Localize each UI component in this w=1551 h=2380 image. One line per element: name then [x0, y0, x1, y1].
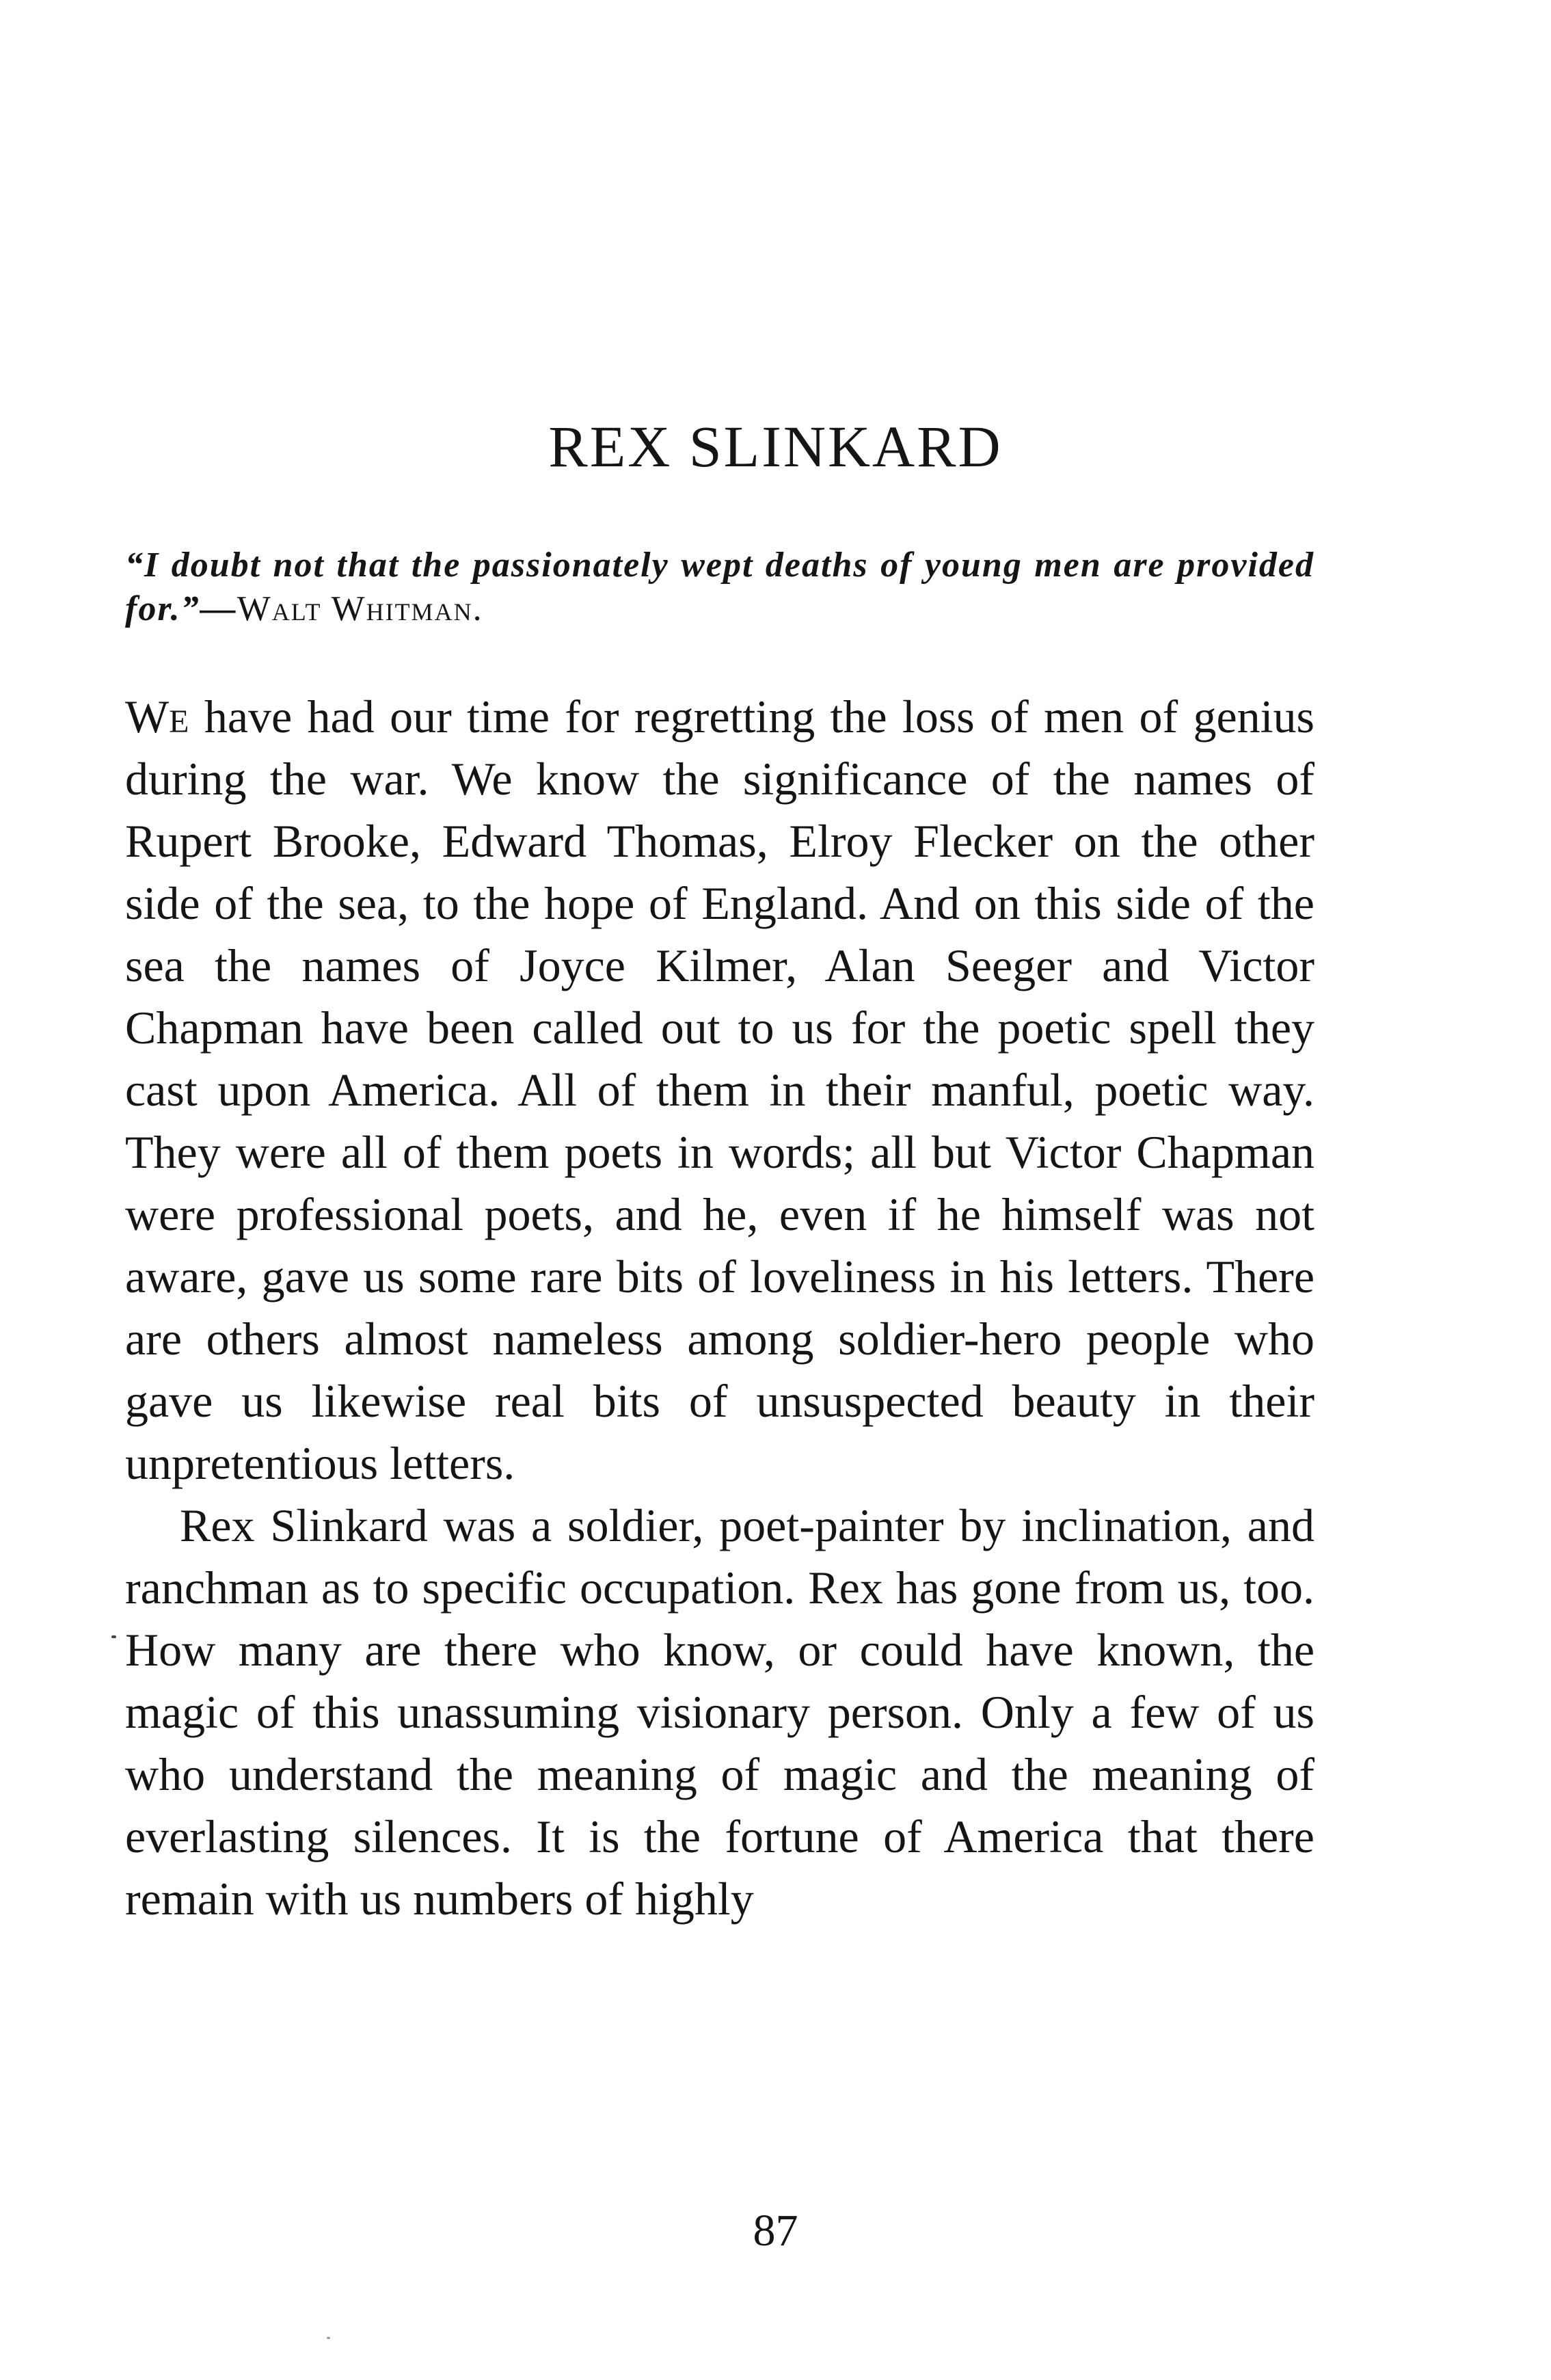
epigraph-dash: —: [200, 589, 237, 628]
page-number: 87: [753, 2206, 798, 2256]
chapter-title: REX SLINKARD: [548, 414, 1003, 479]
ink-speck: [111, 1635, 116, 1638]
paragraph-1-text: have had our time for regretting the loss of men of genius during the war. We know the significance of the names of Rupert Brooke, Edward Thomas, Elroy Flecker on the other side of the sea, to the hope of England. And on this side of the sea the names of Joyce Kilmer, Alan Seeger and Victor Chapman have been called out to us for the poetic spell they cast upon America. All of them in their manful, poetic way. They were all of them poets in words; all but Victor Chapman were professional poets, and he, even if he himself was not aware, gave us some rare bits of loveliness in his letters. There are others almost nameless among soldier-hero people who gave us likewise real bits of unsuspected beauty in their unpretentious letters.: [125, 691, 1314, 1489]
paragraph-2: Rex Slinkard was a soldier, poet-painter by inclination, and ranchman as to specific occupation. Rex has gone from us, too. How many are there who know, or could have known, the magic of this unassuming visionary person. Only a few of us who understand the meaning of magic and the meaning of everlasting silences. It is the fortune of America that there remain with us numbers of highly: [125, 1499, 1314, 1925]
epigraph-attribution: Walt Whitman.: [237, 589, 483, 628]
paragraph-1: [125, 686, 1314, 1495]
epigraph: [125, 544, 1314, 631]
ink-speck: [327, 2337, 330, 2339]
paragraph-lead-word: We: [125, 691, 189, 743]
epigraph-quote: “I doubt not that the passionately wept deaths of young men are provided for.”: [125, 546, 1314, 628]
body-text: [125, 686, 1314, 1930]
